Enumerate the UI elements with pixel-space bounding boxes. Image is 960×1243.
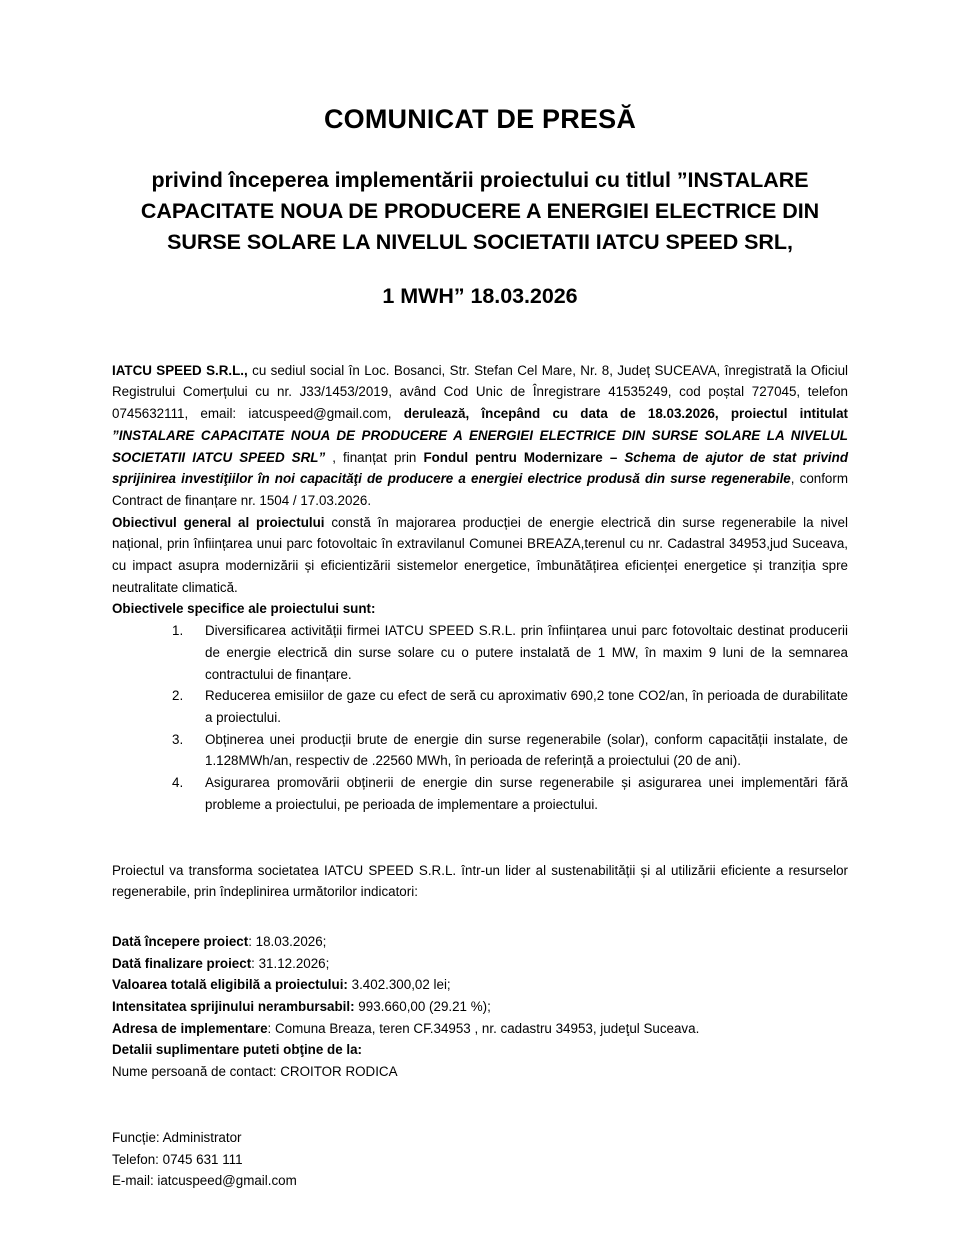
- indicator-label: Intensitatea sprijinului nerambursabil:: [112, 999, 355, 1015]
- intro-segment-3: , finanțat prin: [325, 449, 424, 465]
- spacer: [112, 903, 848, 931]
- spacer: [112, 1083, 848, 1127]
- intro-runs-bold: derulează, începând cu data de 18.03.2026,: [391, 406, 719, 422]
- transformation-paragraph: Proiectul va transforma societatea IATCU SPEED S.R.L. într-un lider al sustenabilității și al utilizării eficiente a resurselor regenerabile, prin îndeplinirea următorilor indicatori:: [112, 862, 848, 900]
- general-objective-text: constă în majorarea producției de energie electrică din surse regenerabile la nivel național, prin înființarea unui parc fotovoltaic în extravilanul Comunei BREAZA,terenul cu nr. Cadastral 34953,jud Suceava, cu impact asupra modernizării și eficientizării sistemelor energetice, îmbunătățirea eficienței energetice și tranziția spre neutralitate climatică.: [112, 514, 848, 595]
- contact-heading: Detalii suplimentare puteti obţine de la:: [112, 1042, 362, 1058]
- indicator-value: : Comuna Breaza, teren CF.34953 , nr. cadastru 34953, judeţul Suceava.: [267, 1020, 700, 1036]
- intro-paragraph: [112, 360, 848, 512]
- subtitle-line-4: 1 MWH” 18.03.2026: [382, 283, 578, 308]
- contact-phone: Telefon: 0745 631 111: [112, 1151, 243, 1167]
- project-title-italic: ”INSTALARE CAPACITATE NOUA DE PRODUCERE A ENERGIEI ELECTRICE DIN SURSE SOLARE LA NIVELUL SOCIETATII IATCU SPEED SRL”: [112, 427, 848, 465]
- indicator-grant-intensity: [112, 996, 848, 1018]
- general-objective-label: Obiectivul general al proiectului: [112, 514, 325, 530]
- indicator-label: Dată finalizare proiect: [112, 955, 252, 971]
- indicator-label: Adresa de implementare: [112, 1020, 268, 1036]
- indicator-value: 993.660,00 (29.21 %);: [354, 999, 491, 1015]
- document-subtitle: [110, 165, 850, 312]
- page-title: COMUNICAT DE PRESĂ: [323, 104, 637, 134]
- indicator-label: Dată începere proiect: [112, 933, 249, 949]
- title-block: [0, 0, 960, 312]
- contact-block: [112, 1127, 848, 1192]
- list-item: Diversificarea activității firmei IATCU SPEED S.R.L. prin înființarea unui parc fotovoltaic destinat producerii de energie electrică din surse solare cu o putere instalată de 1 MW, în maxim 9 luni de la semnarea contractului de finanțare.: [205, 623, 848, 682]
- general-objective-paragraph: [112, 512, 848, 599]
- indicator-total-value: [112, 974, 848, 996]
- spacer: [112, 816, 848, 860]
- indicator-value: : 31.12.2026;: [251, 955, 330, 971]
- specific-objectives-heading: Obiectivele specifice ale proiectului sunt:: [112, 601, 376, 617]
- intro-segment-4: , conform Contract de finanțare nr. 1504 / 17.03.2026.: [112, 471, 848, 508]
- fund-name: Fondul pentru Modernizare –: [423, 449, 625, 465]
- list-item: Obținerea unei producții brute de energie din surse regenerabile (solar), conform capacității instalate, de 1.128MWh/an, respectiv de .22560 MWh, în perioada de referință a proiectului (20 de ani).: [205, 731, 848, 769]
- subtitle-line-3: SURSE SOLARE LA NIVELUL SOCIETATII IATCU SPEED SRL,: [167, 230, 793, 255]
- indicator-start-date: [112, 931, 848, 953]
- specific-objectives-list: [112, 620, 848, 815]
- indicator-address: [112, 1018, 848, 1040]
- document-body: [112, 312, 848, 1192]
- company-name: IATCU SPEED S.R.L.,: [112, 362, 248, 378]
- intro-segment-1: cu sediul social în Loc. Bosanci, Str. Stefan Cel Mare, Nr. 8, Județ SUCEAVA, înregistrată la Oficiul Registrului Comerțului cu nr. J33/1453/2019, având Cod Unic de Înregistrare 41535249, cod poștal 727045, telefon 0745632111, email: iatcuspeed@gmail.com,: [112, 362, 848, 422]
- subtitle-line-1: privind începerea implementării proiectului cu titlul ”INSTALARE: [151, 168, 809, 193]
- intro-segment-2: proiectul intitulat: [718, 406, 848, 422]
- subtitle-line-2: CAPACITATE NOUA DE PRODUCERE A ENERGIEI ELECTRICE DIN: [140, 199, 820, 224]
- indicator-label: Valoarea totală eligibilă a proiectului:: [112, 977, 348, 993]
- contact-email: E-mail: iatcuspeed@gmail.com: [112, 1173, 297, 1189]
- indicator-value: : 18.03.2026;: [248, 933, 327, 949]
- contact-person: Nume persoană de contact: CROITOR RODICA: [112, 1064, 398, 1080]
- aid-scheme-name: Schema de ajutor de stat privind sprijinirea investiţiilor în noi capacităţi de producere a energiei electrice produsă din surse regenerabile: [112, 449, 848, 487]
- indicator-value: 3.402.300,02 lei;: [347, 977, 451, 993]
- contact-role: Funcție: Administrator: [112, 1129, 242, 1145]
- list-item: Reducerea emisiilor de gaze cu efect de seră cu aproximativ 690,2 tone CO2/an, în perioada de durabilitate a proiectului.: [205, 688, 848, 725]
- indicator-end-date: [112, 953, 848, 975]
- list-item: Asigurarea promovării obținerii de energie din surse regenerabile și asigurarea unei implementări fără probleme a proiectului, pe perioada de implementare a proiectului.: [205, 775, 848, 812]
